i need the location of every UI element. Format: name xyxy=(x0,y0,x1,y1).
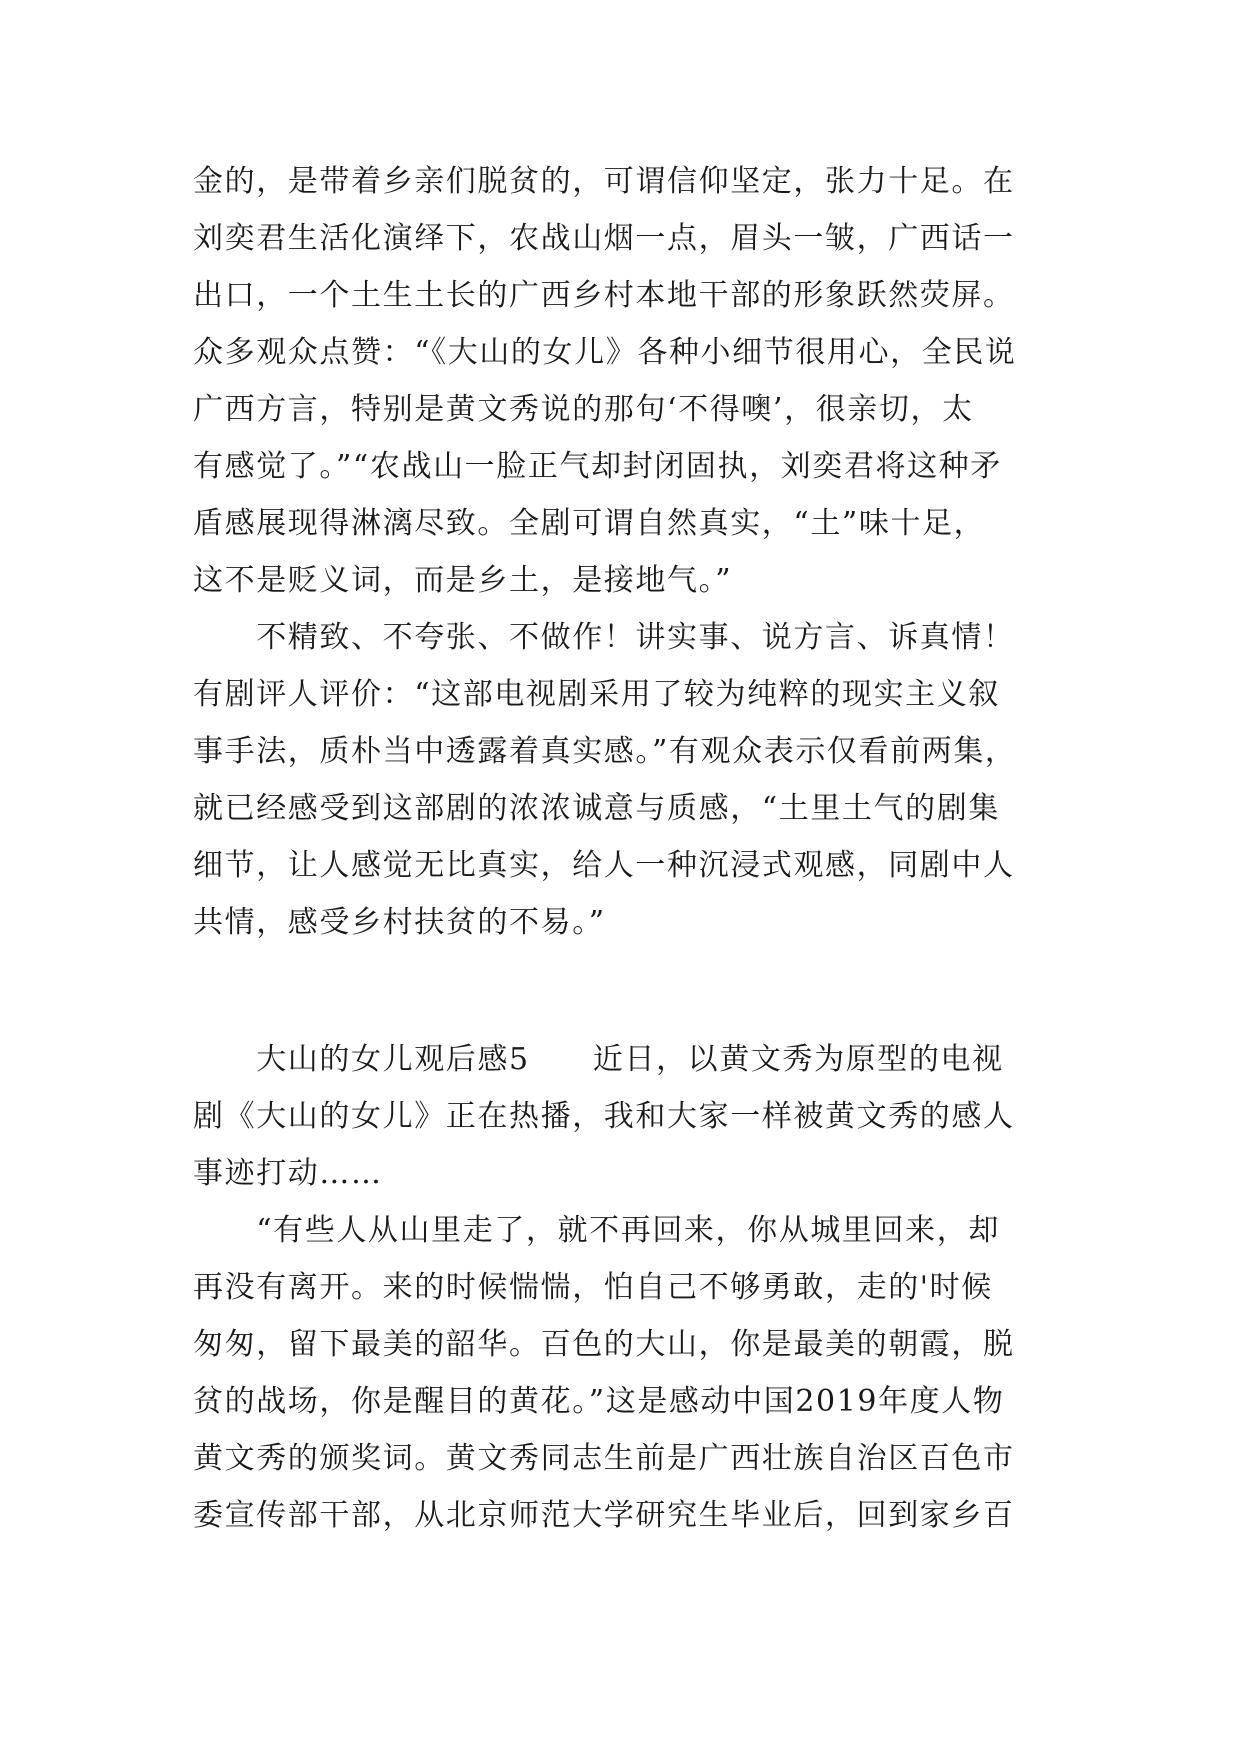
text-line: 盾感展现得淋漓尽致。全剧可谓自然真实，“土”味十足， xyxy=(193,506,986,541)
text-line: 大山的女儿观后感5 近日，以黄文秀为原型的电视 xyxy=(193,1042,1004,1077)
text-line: 广西方言，特别是黄文秀说的那句‘不得噢’，很亲切，太 xyxy=(193,392,974,427)
text-line: 金的，是带着乡亲们脱贫的，可谓信仰坚定，张力十足。在 xyxy=(193,164,1015,199)
text-line: “有些人从山里走了，就不再回来，你从城里回来，却 xyxy=(193,1213,1000,1248)
text-line: 不精致、不夸张、不做作！讲实事、说方言、诉真情！ xyxy=(193,620,1015,655)
text-line: 委宣传部干部，从北京师范大学研究生毕业后，回到家乡百 xyxy=(193,1498,1015,1533)
text-line: 事手法，质朴当中透露着真实感。”有观众表示仅看前两集， xyxy=(193,734,1017,769)
text-line: 剧《大山的女儿》正在热播，我和大家一样被黄文秀的感人 xyxy=(193,1099,1015,1134)
text-line: 出口，一个土生土长的广西乡村本地干部的形象跃然荧屏。 xyxy=(193,278,1015,313)
text-line: 匆匆，留下最美的韶华。百色的大山，你是最美的朝霞，脱 xyxy=(193,1327,1015,1362)
text-line: 这不是贬义词，而是乡土，是接地气。” xyxy=(193,563,733,598)
text-line: 事迹打动…… xyxy=(193,1156,383,1191)
text-line: 黄文秀的颁奖词。黄文秀同志生前是广西壮族自治区百色市 xyxy=(193,1441,1015,1476)
text-line: 再没有离开。来的时候惴惴，怕自己不够勇敢，走的'时候 xyxy=(193,1270,993,1305)
text-line: 细节，让人感觉无比真实，给人一种沉浸式观感，同剧中人 xyxy=(193,848,1015,883)
body-text-part-1 xyxy=(193,153,1055,951)
text-line: 贫的战场，你是醒目的黄花。”这是感动中国2019年度人物 xyxy=(193,1384,1005,1419)
body-text-part-2 xyxy=(193,1031,1055,1544)
text-line: 共情，感受乡村扶贫的不易。” xyxy=(193,905,606,940)
text-line: 众多观众点赞：“《大山的女儿》各种小细节很用心，全民说 xyxy=(193,335,1017,370)
text-line: 就已经感受到这部剧的浓浓诚意与质感，“土里土气的剧集 xyxy=(193,791,1000,826)
text-line: 刘奕君生活化演绎下，农战山烟一点，眉头一皱，广西话一 xyxy=(193,221,1015,256)
text-line: 有剧评人评价：“这部电视剧采用了较为纯粹的现实主义叙 xyxy=(193,677,1000,712)
text-line: 有感觉了。”“农战山一脸正气却封闭固执，刘奕君将这种矛 xyxy=(193,449,1002,484)
